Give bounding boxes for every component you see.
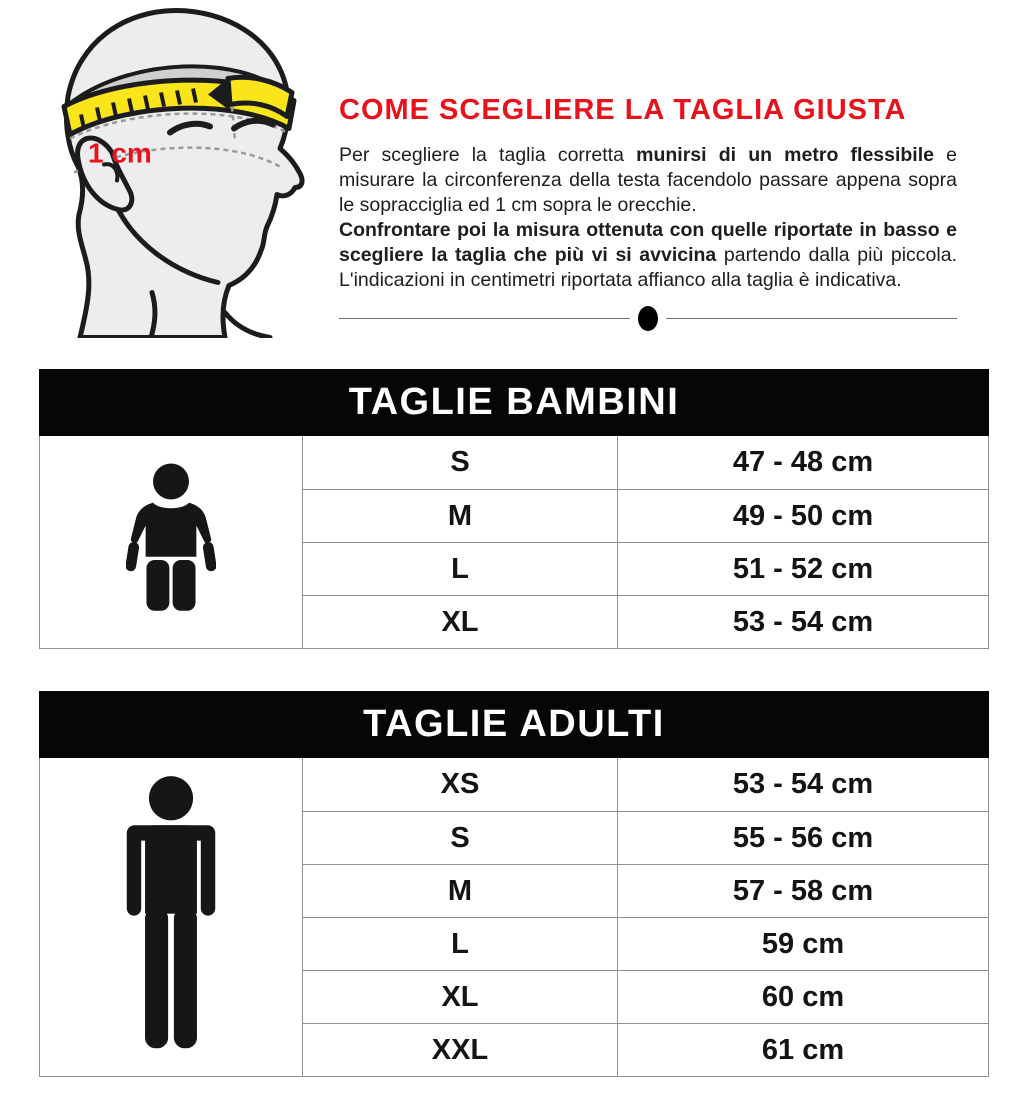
intro-p2-bold: Confrontare poi la misura ottenuta con quelle riportate in basso e scegliere la taglia che più vi si avvicina [339,219,957,266]
one-cm-label: 1 cm [88,137,152,169]
adults-size-l: L [302,917,617,970]
head-measure-illustration [24,2,334,338]
intro-paragraph-1 [339,143,957,218]
kids-size-s: S [302,436,617,489]
adults-range-s: 55 - 56 cm [617,811,988,864]
adults-size-table [39,691,989,1077]
intro-section [339,94,957,331]
divider-line-left [339,318,630,319]
kids-size-m: M [302,489,617,542]
intro-p1-end: e misurare la circonferenza della testa facendolo passare appena sopra le sopracciglia ed 1 cm sopra le orecchie. [339,144,957,216]
adults-range-xl: 60 cm [617,970,988,1023]
child-icon [40,436,302,648]
page-title: COME SCEGLIERE LA TAGLIA GIUSTA [339,94,907,126]
intro-paragraph-2 [339,218,957,293]
adults-range-xxl: 61 cm [617,1023,988,1076]
kids-size-xl: XL [302,595,617,648]
intro-p1-start: Per scegliere la taglia corretta [339,144,637,166]
kids-range-m: 49 - 50 cm [617,489,988,542]
adults-range-l: 59 cm [617,917,988,970]
kids-size-l: L [302,542,617,595]
kids-table-title: TAGLIE BAMBINI [39,369,989,436]
adults-range-xs: 53 - 54 cm [617,758,988,811]
section-divider [339,305,957,331]
head-illustration-svg [24,2,334,338]
divider-line-right [666,318,957,319]
child-pictogram-svg [126,457,216,627]
adults-size-s: S [302,811,617,864]
adults-size-xl: XL [302,970,617,1023]
adults-table-grid [39,758,989,1077]
adult-icon [40,758,302,1076]
intro-p1-bold: munirsi di un metro flessibile [636,144,934,166]
kids-range-xl: 53 - 54 cm [617,595,988,648]
kids-size-table [39,369,989,649]
adults-size-m: M [302,864,617,917]
adults-size-xs: XS [302,758,617,811]
kids-table-grid [39,436,989,649]
shoulder-line [225,313,270,338]
adult-pictogram-svg [121,773,221,1062]
adults-size-xxl: XXL [302,1023,617,1076]
adults-range-m: 57 - 58 cm [617,864,988,917]
kids-range-l: 51 - 52 cm [617,542,988,595]
divider-dot [638,306,658,331]
adults-table-title: TAGLIE ADULTI [39,691,989,758]
intro-p2-end: partendo dalla più piccola. L'indicazioni in centimetri riportata affianco alla taglia è indicativa. [339,244,957,291]
kids-range-s: 47 - 48 cm [617,436,988,489]
